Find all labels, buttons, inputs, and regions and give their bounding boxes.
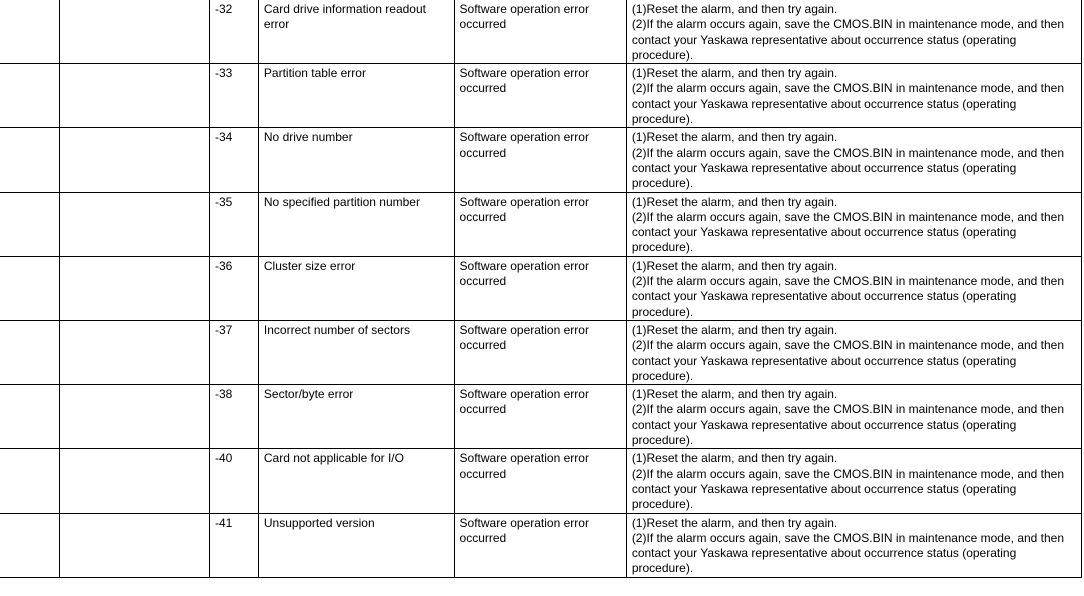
sub-name-cell: No specified partition number — [258, 192, 454, 256]
remedy-step: (1)Reset the alarm, and then try again. — [631, 322, 838, 337]
alarm-name-cell — [60, 64, 210, 128]
remedy-step: (2)If the alarm occurs again, save the CMOS.BIN in maintenance mode, and then contact your Yaskawa representative about occurrence status (operating procedure). — [631, 17, 1065, 62]
sub-code-cell: -33 — [209, 64, 258, 128]
remedy-step: (1)Reset the alarm, and then try again. — [631, 66, 838, 81]
alarm-number-cell — [0, 128, 60, 192]
remedy-cell — [626, 320, 1081, 384]
table-row — [0, 128, 1082, 192]
table-row — [0, 256, 1082, 320]
sub-name-cell: Card drive information readout error — [258, 0, 454, 64]
remedy-step: (2)If the alarm occurs again, save the CMOS.BIN in maintenance mode, and then contact your Yaskawa representative about occurrence status (operating procedure). — [631, 466, 1065, 512]
alarm-name-cell — [60, 128, 210, 192]
remedy-step: (1)Reset the alarm, and then try again. — [631, 130, 838, 145]
alarm-number-cell — [0, 64, 60, 128]
remedy-cell — [626, 385, 1081, 449]
table-row — [0, 0, 1082, 64]
sub-code-cell: -36 — [209, 256, 258, 320]
sub-code-cell: -32 — [209, 0, 258, 64]
alarm-number-cell — [0, 513, 60, 577]
sub-code-cell: -35 — [209, 192, 258, 256]
alarm-number-cell — [0, 256, 60, 320]
remedy-step: (1)Reset the alarm, and then try again. — [631, 451, 838, 466]
sub-name-cell: Card not applicable for I/O — [258, 449, 454, 513]
sub-code-cell: -40 — [209, 449, 258, 513]
remedy-cell — [626, 128, 1081, 192]
alarm-number-cell — [0, 385, 60, 449]
remedy-step: (1)Reset the alarm, and then try again. — [631, 194, 838, 209]
remedy-step: (2)If the alarm occurs again, save the CMOS.BIN in maintenance mode, and then contact your Yaskawa representative about occurrence status (operating procedure). — [631, 145, 1065, 191]
remedy-cell — [626, 0, 1081, 64]
sub-code-cell: -38 — [209, 385, 258, 449]
remedy-step: (1)Reset the alarm, and then try again. — [631, 258, 838, 273]
alarm-name-cell — [60, 513, 210, 577]
sub-code-cell: -37 — [209, 320, 258, 384]
remedy-cell — [626, 449, 1081, 513]
cause-cell: Software operation error occurred — [454, 513, 626, 577]
alarm-name-cell — [60, 256, 210, 320]
sub-code-cell: -41 — [209, 513, 258, 577]
sub-name-cell: Sector/byte error — [258, 385, 454, 449]
alarm-name-cell — [60, 320, 210, 384]
remedy-cell — [626, 192, 1081, 256]
remedy-step: (2)If the alarm occurs again, save the CMOS.BIN in maintenance mode, and then contact your Yaskawa representative about occurrence status (operating procedure). — [631, 274, 1065, 319]
alarm-name-cell — [60, 385, 210, 449]
table-row — [0, 513, 1082, 577]
table-row — [0, 64, 1082, 128]
cause-cell: Software operation error occurred — [454, 192, 626, 256]
sub-name-cell: Unsupported version — [258, 513, 454, 577]
sub-name-cell: Partition table error — [258, 64, 454, 128]
alarm-name-cell — [60, 449, 210, 513]
cause-cell: Software operation error occurred — [454, 449, 626, 513]
cause-cell: Software operation error occurred — [454, 256, 626, 320]
cause-cell: Software operation error occurred — [454, 128, 626, 192]
remedy-step: (2)If the alarm occurs again, save the CMOS.BIN in maintenance mode, and then contact your Yaskawa representative about occurrence status (operating procedure). — [631, 209, 1065, 255]
table-row — [0, 449, 1082, 513]
alarm-number-cell — [0, 0, 60, 64]
sub-name-cell: No drive number — [258, 128, 454, 192]
remedy-step: (2)If the alarm occurs again, save the CMOS.BIN in maintenance mode, and then contact your Yaskawa representative about occurrence status (operating procedure). — [631, 530, 1065, 576]
cause-cell: Software operation error occurred — [454, 0, 626, 64]
remedy-step: (1)Reset the alarm, and then try again. — [631, 2, 838, 16]
table-row — [0, 320, 1082, 384]
remedy-cell — [626, 513, 1081, 577]
remedy-step: (1)Reset the alarm, and then try again. — [631, 387, 838, 402]
alarm-name-cell — [60, 0, 210, 64]
alarm-number-cell — [0, 449, 60, 513]
remedy-step: (2)If the alarm occurs again, save the CMOS.BIN in maintenance mode, and then contact your Yaskawa representative about occurrence status (operating procedure). — [631, 338, 1065, 383]
remedy-cell — [626, 64, 1081, 128]
alarm-number-cell — [0, 192, 60, 256]
remedy-step: (2)If the alarm occurs again, save the CMOS.BIN in maintenance mode, and then contact your Yaskawa representative about occurrence status (operating procedure). — [631, 402, 1065, 448]
remedy-step: (2)If the alarm occurs again, save the CMOS.BIN in maintenance mode, and then contact your Yaskawa representative about occurrence status (operating procedure). — [631, 81, 1065, 127]
table-row — [0, 385, 1082, 449]
alarm-number-cell — [0, 320, 60, 384]
cause-cell: Software operation error occurred — [454, 385, 626, 449]
remedy-step: (1)Reset the alarm, and then try again. — [631, 515, 838, 530]
cause-cell: Software operation error occurred — [454, 320, 626, 384]
sub-name-cell: Cluster size error — [258, 256, 454, 320]
cause-cell: Software operation error occurred — [454, 64, 626, 128]
alarm-name-cell — [60, 192, 210, 256]
sub-code-cell: -34 — [209, 128, 258, 192]
sub-name-cell: Incorrect number of sectors — [258, 320, 454, 384]
remedy-cell — [626, 256, 1081, 320]
table-row — [0, 192, 1082, 256]
